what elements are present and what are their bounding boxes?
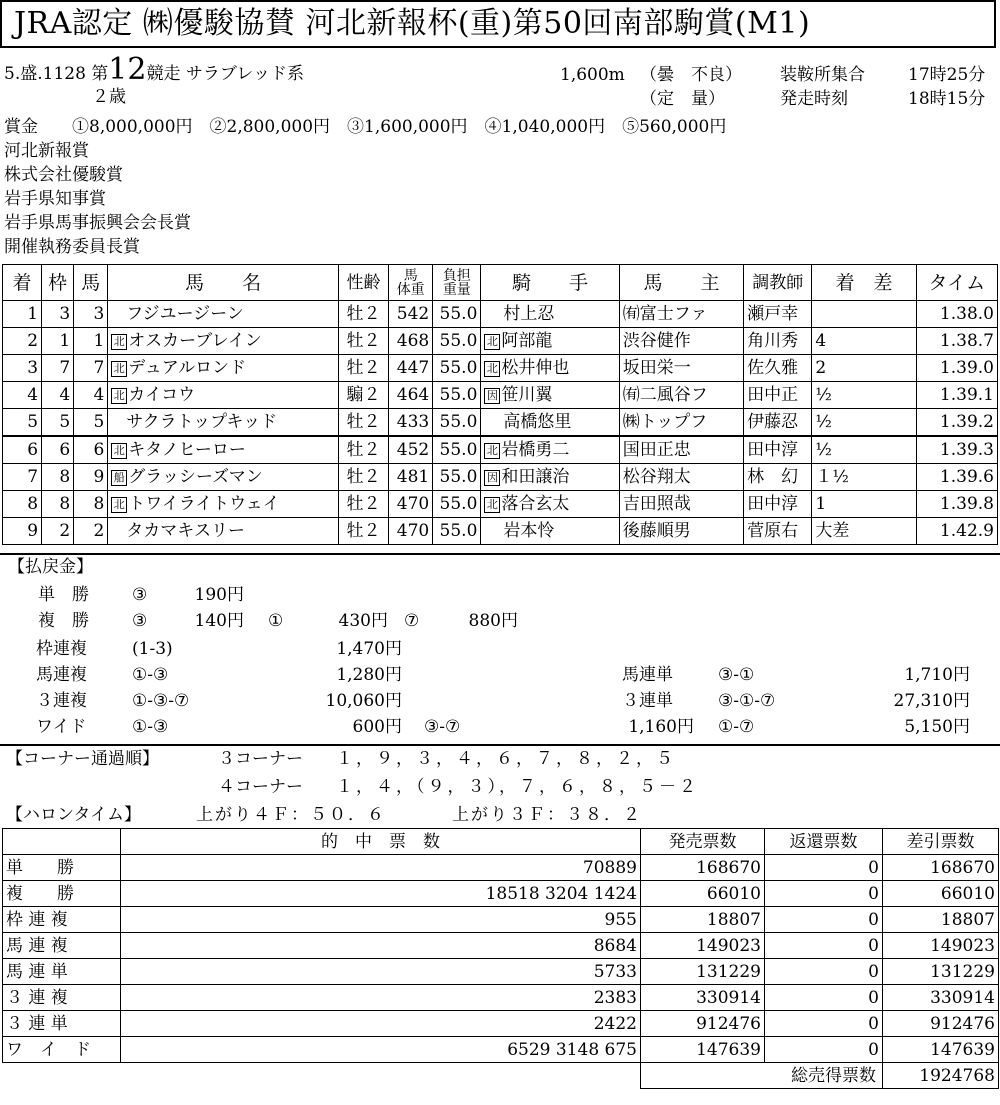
furlong-4f: 上がり４Ｆ：５０．６ (196, 805, 386, 825)
table-row (3, 881, 999, 907)
corner4-order: １，４，（９，３），７，６，８，５－２ (336, 777, 699, 797)
net-count: 18807 (883, 907, 999, 933)
sex-age-cell: 牡２ (338, 328, 388, 355)
gather-label: 装鞍所集合 (780, 65, 865, 85)
votes-col-sold: 発売票数 (641, 829, 765, 855)
jockey-cell (481, 436, 619, 464)
margin-cell: 4 (812, 328, 916, 355)
umatan-label: 馬連単 (622, 665, 673, 685)
total-blank-1 (3, 1063, 121, 1089)
sold-count: 912476 (641, 1011, 765, 1037)
net-count: 131229 (883, 959, 999, 985)
sold-count: 149023 (641, 933, 765, 959)
votes-body (3, 855, 999, 1063)
jockey-cell (481, 382, 619, 409)
horse-name-cell (108, 328, 339, 355)
furlong-label: 【ハロンタイム】 (6, 805, 141, 825)
rank-cell: 8 (3, 491, 42, 518)
race-number-suffix: 競走 サラブレッド系 (146, 64, 305, 84)
votes-header-blank (3, 829, 121, 855)
total-label: 総売得票数 (641, 1063, 883, 1089)
results-table (2, 264, 998, 545)
horse-name: カイコウ (128, 385, 196, 405)
start-label: 発走時刻 (780, 89, 848, 109)
sex-age-cell: 牡２ (338, 436, 388, 464)
col-burden-2: 重量 (442, 281, 471, 298)
bet-type: 馬 連 単 (3, 959, 121, 985)
num-cell: 1 (74, 328, 108, 355)
net-count: 149023 (883, 933, 999, 959)
rank-cell: 2 (3, 328, 42, 355)
horse-weight-cell: 447 (389, 355, 433, 382)
fukusho-amount-2: 430円 (338, 611, 388, 631)
num-cell: 8 (74, 491, 108, 518)
frame-cell: 7 (42, 355, 74, 382)
votes-header-row (3, 829, 999, 855)
net-count: 330914 (883, 985, 999, 1011)
owner-cell: 坂田栄一 (619, 355, 743, 382)
wakuren-combo: (1-3) (132, 639, 173, 659)
finish-time-cell: 1.38.0 (916, 301, 997, 328)
owner-cell: 吉田照哉 (619, 491, 743, 518)
votes-col-hit: 的 中 票 数 (121, 829, 641, 855)
bet-type: ワ イ ド (3, 1037, 121, 1063)
jockey: 阿部龍 (501, 331, 553, 351)
horse-name-cell (108, 301, 339, 328)
col-burden-1: 負担 (442, 267, 471, 284)
divider (0, 744, 1000, 746)
sex-age-cell: 牡２ (338, 464, 388, 491)
horse-mark: 船 (111, 470, 127, 486)
corner3-label: ３コーナー (218, 749, 303, 769)
results-body (3, 301, 998, 545)
bet-type: ３ 連 複 (3, 985, 121, 1011)
refund-count: 0 (765, 907, 883, 933)
jockey: 笹川翼 (501, 385, 553, 405)
finish-time-cell: 1.39.3 (916, 436, 997, 464)
table-row (3, 491, 998, 518)
table-row (3, 907, 999, 933)
race-number: 12 (108, 52, 147, 87)
jockey-mark: 北 (484, 334, 500, 350)
age-class: ２歳 (92, 87, 126, 107)
horse-name: キタノヒーロー (128, 440, 246, 460)
frame-cell: 3 (42, 301, 74, 328)
wide-amount-1: 600円 (352, 717, 402, 737)
horse-name: グラッシーズマン (128, 467, 263, 487)
trainer-cell: 伊藤忍 (744, 409, 812, 437)
corner4-label: ４コーナー (218, 777, 303, 797)
umatan-combo: ③-① (718, 665, 755, 685)
fukusho-combo-2: ① (268, 611, 284, 631)
horse-mark: 北 (111, 497, 127, 513)
wide-combo-2: ③-⑦ (424, 717, 461, 737)
col-jockey: 騎 手 (481, 265, 619, 301)
award-2: 株式会社優駿賞 (4, 165, 123, 185)
hit-count: 18518 3204 1424 (121, 881, 641, 907)
owner-cell: 松谷翔太 (619, 464, 743, 491)
horse-name: オスカーブレイン (128, 331, 262, 351)
jockey: 岩本怜 (503, 521, 555, 541)
horse-weight-cell: 542 (389, 301, 433, 328)
margin-cell: ½ (812, 436, 916, 464)
sex-age-cell: 牡２ (338, 491, 388, 518)
finish-time-cell: 1.39.1 (916, 382, 997, 409)
fukusho-amount-1: 140円 (194, 611, 244, 631)
tansho-label: 単 勝 (38, 585, 89, 605)
hit-count: 8684 (121, 933, 641, 959)
num-cell: 6 (74, 436, 108, 464)
bet-type: ３ 連 単 (3, 1011, 121, 1037)
refund-count: 0 (765, 881, 883, 907)
jockey: 松井伸也 (501, 358, 570, 378)
rank-cell: 1 (3, 301, 42, 328)
horse-name-cell (108, 464, 339, 491)
col-num: 馬 (74, 265, 108, 301)
jockey-cell (481, 409, 619, 437)
track-condition: （曇 不良） (640, 65, 742, 85)
sold-count: 131229 (641, 959, 765, 985)
horse-mark: 北 (111, 361, 127, 377)
horse-name-cell (108, 409, 339, 437)
furlong-3f: 上がり３Ｆ：３８．２ (452, 805, 642, 825)
horse-weight-cell: 470 (389, 518, 433, 545)
jockey-cell (481, 301, 619, 328)
num-cell: 5 (74, 409, 108, 437)
votes-table (2, 828, 999, 1089)
burden-weight-cell: 55.0 (433, 409, 481, 437)
col-time: タイム (916, 265, 997, 301)
margin-cell: ½ (812, 382, 916, 409)
col-margin: 着 差 (812, 265, 916, 301)
horse-mark: 北 (111, 334, 127, 350)
jockey: 岩橋勇二 (501, 440, 570, 460)
burden-weight-cell: 55.0 (433, 328, 481, 355)
margin-cell: 大差 (812, 518, 916, 545)
table-row (3, 1037, 999, 1063)
jockey-mark: 北 (484, 497, 500, 513)
trainer-cell: 角川秀 (744, 328, 812, 355)
jockey-mark (484, 416, 498, 430)
owner-cell: ㈲二風谷フ (619, 382, 743, 409)
rank-cell: 9 (3, 518, 42, 545)
jockey: 和田譲治 (501, 467, 570, 487)
net-count: 168670 (883, 855, 999, 881)
hit-count: 5733 (121, 959, 641, 985)
col-frame: 枠 (42, 265, 74, 301)
horse-name: フジユージーン (126, 304, 244, 324)
weight-rule: （定 量） (640, 89, 725, 109)
rank-cell: 4 (3, 382, 42, 409)
frame-cell: 2 (42, 518, 74, 545)
wide-combo-3: ①-⑦ (718, 717, 755, 737)
refund-count: 0 (765, 855, 883, 881)
wide-amount-2: 1,160円 (628, 717, 694, 737)
votes-col-net: 差引票数 (883, 829, 999, 855)
table-row (3, 933, 999, 959)
horse-weight-cell: 433 (389, 409, 433, 437)
horse-weight-cell: 464 (389, 382, 433, 409)
num-cell: 2 (74, 518, 108, 545)
tansho-combo: ③ (132, 585, 148, 605)
table-row (3, 382, 998, 409)
sold-count: 330914 (641, 985, 765, 1011)
trainer-cell: 田中正 (744, 382, 812, 409)
horse-name: トワイライトウェイ (128, 494, 280, 514)
fukusho-combo-3: ⑦ (404, 611, 420, 631)
frame-cell: 5 (42, 409, 74, 437)
frame-cell: 1 (42, 328, 74, 355)
wide-combo-1: ①-③ (132, 717, 169, 737)
tansho-amount: 190円 (194, 585, 244, 605)
col-rank: 着 (3, 265, 42, 301)
corner3-order: １，９，３，４，６，７，８，２，５ (336, 749, 676, 769)
frame-cell: 4 (42, 382, 74, 409)
horse-mark: 北 (111, 388, 127, 404)
votes-total-row (3, 1063, 999, 1089)
trainer-cell: 田中淳 (744, 436, 812, 464)
wakuren-label: 枠連複 (36, 639, 87, 659)
refund-count: 0 (765, 959, 883, 985)
sold-count: 18807 (641, 907, 765, 933)
jockey: 村上忍 (503, 304, 555, 324)
trainer-cell: 佐久雅 (744, 355, 812, 382)
rank-cell: 7 (3, 464, 42, 491)
award-5: 開催執務委員長賞 (4, 237, 140, 257)
margin-cell (812, 301, 916, 328)
sold-count: 66010 (641, 881, 765, 907)
wakuren-amount: 1,470円 (336, 639, 402, 659)
sanrenpuku-label: ３連複 (36, 691, 87, 711)
col-burden (433, 265, 481, 301)
fukusho-label: 複 勝 (38, 611, 89, 631)
horse-mark: 北 (111, 443, 127, 459)
sanrentan-combo: ③-①-⑦ (718, 691, 776, 711)
table-row (3, 409, 998, 437)
finish-time-cell: 1.42.9 (916, 518, 997, 545)
burden-weight-cell: 55.0 (433, 382, 481, 409)
horse-weight-cell: 468 (389, 328, 433, 355)
table-row (3, 855, 999, 881)
trainer-cell: 菅原右 (744, 518, 812, 545)
table-row (3, 985, 999, 1011)
burden-weight-cell: 55.0 (433, 301, 481, 328)
jockey-cell (481, 491, 619, 518)
col-owner: 馬 主 (619, 265, 743, 301)
hit-count: 955 (121, 907, 641, 933)
trainer-cell: 林 幻 (744, 464, 812, 491)
table-row (3, 355, 998, 382)
refund-count: 0 (765, 985, 883, 1011)
votes-col-refund: 返還票数 (765, 829, 883, 855)
horse-weight-cell: 452 (389, 436, 433, 464)
sex-age-cell: 牡２ (338, 518, 388, 545)
margin-cell: ½ (812, 409, 916, 437)
bet-type: 枠 連 複 (3, 907, 121, 933)
net-count: 147639 (883, 1037, 999, 1063)
horse-name: デュアルロンド (128, 358, 247, 378)
table-row (3, 959, 999, 985)
results-header-row (3, 265, 998, 301)
table-row (3, 301, 998, 328)
wide-label: ワイド (36, 717, 87, 737)
jockey-mark (484, 525, 498, 539)
margin-cell: １½ (812, 464, 916, 491)
table-row (3, 518, 998, 545)
table-row (3, 328, 998, 355)
trainer-cell: 瀬戸幸 (744, 301, 812, 328)
net-count: 912476 (883, 1011, 999, 1037)
num-cell: 4 (74, 382, 108, 409)
horse-mark (111, 416, 125, 430)
total-blank-2 (121, 1063, 641, 1089)
gather-time: 17時25分 (908, 65, 986, 85)
margin-cell: 2 (812, 355, 916, 382)
frame-cell: 8 (42, 491, 74, 518)
horse-weight-cell: 470 (389, 491, 433, 518)
bet-type: 複 勝 (3, 881, 121, 907)
burden-weight-cell: 55.0 (433, 491, 481, 518)
finish-time-cell: 1.39.0 (916, 355, 997, 382)
jockey-mark: 北 (484, 443, 500, 459)
payout-label: 【払戻金】 (8, 557, 93, 577)
owner-cell: ㈲富士ファ (619, 301, 743, 328)
award-3: 岩手県知事賞 (4, 189, 106, 209)
table-row (3, 1011, 999, 1037)
start-time: 18時15分 (908, 89, 986, 109)
award-1: 河北新報賞 (4, 141, 89, 161)
horse-mark (111, 525, 125, 539)
hit-count: 70889 (121, 855, 641, 881)
col-sexage: 性齢 (338, 265, 388, 301)
jockey: 落合玄太 (501, 494, 570, 514)
horse-weight-cell: 481 (389, 464, 433, 491)
jockey: 高橋悠里 (503, 412, 572, 432)
rank-cell: 3 (3, 355, 42, 382)
burden-weight-cell: 55.0 (433, 464, 481, 491)
net-count: 66010 (883, 881, 999, 907)
owner-cell: ㈱トップフ (619, 409, 743, 437)
rank-cell: 6 (3, 436, 42, 464)
horse-name: サクラトップキッド (126, 412, 278, 432)
jockey-cell (481, 518, 619, 545)
table-row (3, 464, 998, 491)
table-row (3, 436, 998, 464)
num-cell: 3 (74, 301, 108, 328)
horse-name-cell (108, 518, 339, 545)
finish-time-cell: 1.39.2 (916, 409, 997, 437)
horse-name-cell (108, 436, 339, 464)
finish-time-cell: 1.38.7 (916, 328, 997, 355)
burden-weight-cell: 55.0 (433, 355, 481, 382)
burden-weight-cell: 55.0 (433, 436, 481, 464)
total-value: 1924768 (883, 1063, 999, 1089)
horse-name-cell (108, 491, 339, 518)
finish-time-cell: 1.39.6 (916, 464, 997, 491)
refund-count: 0 (765, 1011, 883, 1037)
bet-type: 馬 連 複 (3, 933, 121, 959)
prize-line: 賞金 ①8,000,000円 ②2,800,000円 ③1,600,000円 ④1,040,000円 ⑤560,000円 (4, 117, 727, 137)
hit-count: 2383 (121, 985, 641, 1011)
owner-cell: 国田正忠 (619, 436, 743, 464)
frame-cell: 6 (42, 436, 74, 464)
col-trainer: 調教師 (744, 265, 812, 301)
num-cell: 7 (74, 355, 108, 382)
horse-name-cell (108, 382, 339, 409)
trainer-cell: 田中淳 (744, 491, 812, 518)
race-number-line (4, 52, 305, 87)
hit-count: 6529 3148 675 (121, 1037, 641, 1063)
distance: 1,600m (560, 65, 625, 85)
col-weight-2: 体重 (396, 281, 425, 298)
refund-count: 0 (765, 1037, 883, 1063)
refund-count: 0 (765, 933, 883, 959)
margin-cell: 1 (812, 491, 916, 518)
jockey-mark (484, 308, 498, 322)
owner-cell: 渋谷健作 (619, 328, 743, 355)
umaren-label: 馬連複 (36, 665, 87, 685)
col-weight-1: 馬 (403, 267, 418, 284)
fukusho-combo-1: ③ (132, 611, 148, 631)
jockey-cell (481, 355, 619, 382)
jockey-cell (481, 464, 619, 491)
col-weight (389, 265, 433, 301)
divider (0, 553, 1000, 555)
umatan-amount: 1,710円 (904, 665, 970, 685)
sanrentan-amount: 27,310円 (893, 691, 970, 711)
sex-age-cell: 牡２ (338, 409, 388, 437)
jockey-cell (481, 328, 619, 355)
col-name: 馬 名 (108, 265, 339, 301)
umaren-combo: ①-③ (132, 665, 169, 685)
sold-count: 168670 (641, 855, 765, 881)
num-cell: 9 (74, 464, 108, 491)
sex-age-cell: 騸２ (338, 382, 388, 409)
hit-count: 2422 (121, 1011, 641, 1037)
sex-age-cell: 牡２ (338, 355, 388, 382)
umaren-amount: 1,280円 (336, 665, 402, 685)
sanrenpuku-combo: ①-③-⑦ (132, 691, 190, 711)
jockey-mark: 北 (484, 361, 500, 377)
rank-cell: 5 (3, 409, 42, 437)
frame-cell: 8 (42, 464, 74, 491)
sold-count: 147639 (641, 1037, 765, 1063)
finish-time-cell: 1.39.8 (916, 491, 997, 518)
sanrentan-label: ３連単 (622, 691, 673, 711)
horse-name: タカマキスリー (126, 521, 245, 541)
horse-name-cell (108, 355, 339, 382)
award-4: 岩手県馬事振興会会長賞 (4, 213, 191, 233)
race-number-prefix: 5.盛.1128 第 (4, 64, 109, 84)
burden-weight-cell: 55.0 (433, 518, 481, 545)
race-title: JRA認定 ㈱優駿協賛 河北新報杯(重)第50回南部駒賞(M1) (0, 0, 996, 48)
sanrenpuku-amount: 10,060円 (325, 691, 402, 711)
jockey-mark: 因 (484, 470, 500, 486)
bet-type: 単 勝 (3, 855, 121, 881)
fukusho-amount-3: 880円 (468, 611, 518, 631)
sex-age-cell: 牡２ (338, 301, 388, 328)
wide-amount-3: 5,150円 (904, 717, 970, 737)
jockey-mark: 因 (484, 388, 500, 404)
owner-cell: 後藤順男 (619, 518, 743, 545)
horse-mark (111, 308, 125, 322)
corner-label: 【コーナー通過順】 (6, 749, 159, 769)
